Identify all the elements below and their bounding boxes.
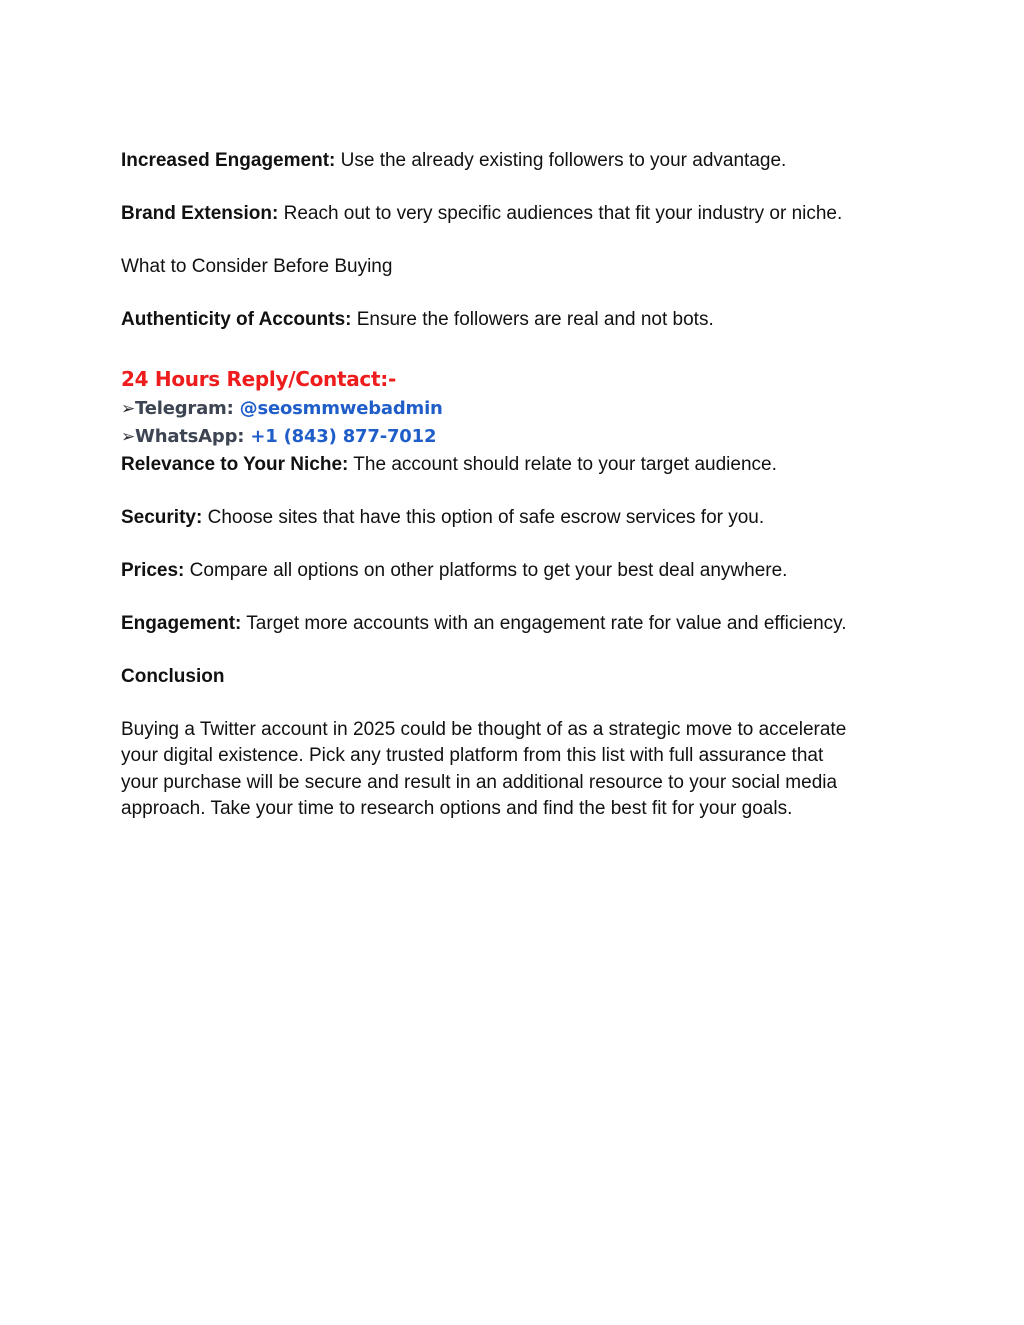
arrow-icon: ➢ [121,427,136,447]
brand-extension-label: Brand Extension: [121,203,279,224]
conclusion-line: your purchase will be secure and result in an additional resource to your social media [121,771,838,793]
prices-text: Compare all options on other platforms to get your best deal anywhere. [184,560,788,581]
prices-paragraph [121,558,787,584]
engagement-label: Engagement: [121,613,242,634]
prices-label: Prices: [121,560,185,581]
conclusion-line: your digital existence. Pick any trusted platform from this list with full assurance that [121,745,824,767]
conclusion-line: approach. Take your time to research options and find the best fit for your goals. [121,797,793,819]
authenticity-label: Authenticity of Accounts: [121,309,352,330]
increased-engagement-label: Increased Engagement: [121,150,336,171]
authenticity-text: Ensure the followers are real and not bots. [351,309,714,330]
relevance-label: Relevance to Your Niche: [121,454,349,475]
conclusion-line: Buying a Twitter account in 2025 could be thought of as a strategic move to accelerate [121,719,847,740]
telegram-label: Telegram: [135,398,240,419]
conclusion-heading [121,664,224,690]
conclusion-heading-text: Conclusion [121,666,225,687]
telegram-line [121,398,443,419]
increased-engagement-text: Use the already existing followers to your advantage. [335,150,787,171]
engagement-paragraph [121,611,847,637]
whatsapp-label: WhatsApp: [135,426,251,447]
security-text: Choose sites that have this option of safe escrow services for you. [202,507,765,528]
security-label: Security: [121,507,203,528]
telegram-link[interactable]: @seosmmwebadmin [239,398,443,419]
relevance-paragraph [121,452,777,478]
brand-extension-text: Reach out to very specific audiences that fit your industry or niche. [278,203,843,224]
brand-extension-paragraph [121,201,842,227]
increased-engagement-paragraph [121,148,786,174]
contact-heading: 24 Hours Reply/Contact:- [121,367,396,391]
arrow-icon: ➢ [121,399,136,419]
authenticity-paragraph [121,307,714,333]
engagement-text: Target more accounts with an engagement rate for value and efficiency. [241,613,847,634]
whatsapp-link[interactable]: +1 (843) 877-7012 [250,426,437,447]
whatsapp-line [121,426,436,447]
conclusion-paragraph [121,717,911,822]
consider-heading: What to Consider Before Buying [121,256,393,277]
security-paragraph [121,505,764,531]
relevance-text: The account should relate to your target audience. [348,454,777,475]
